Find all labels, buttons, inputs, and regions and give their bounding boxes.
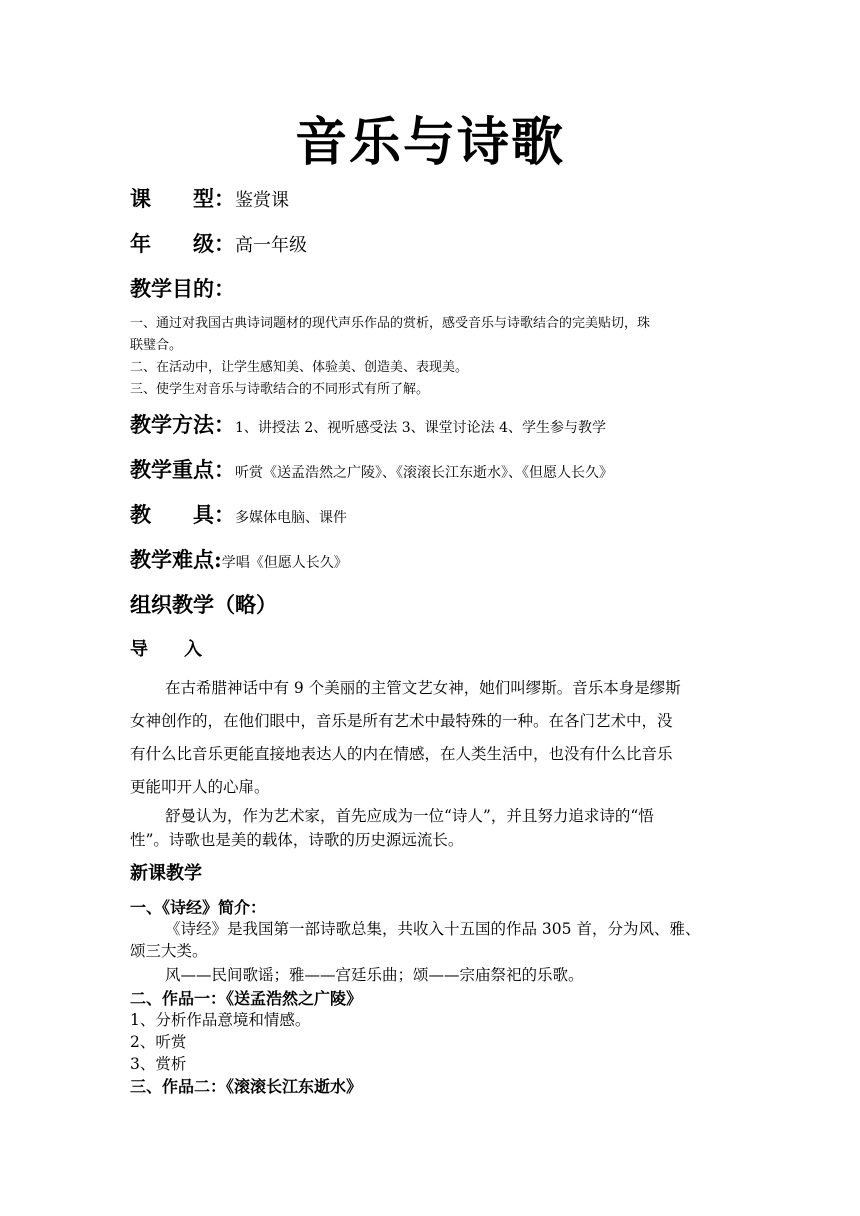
tools-value: 多媒体电脑、课件 xyxy=(235,510,347,526)
section-2-item-2: 2、听赏 xyxy=(130,1033,187,1051)
section-3-title: 三、作品二：《滚滚长江东逝水》 xyxy=(130,1077,363,1096)
intro-p2-line-1: 舒曼认为，作为艺术家，首先应成为一位“诗人”，并且努力追求诗的“悟 xyxy=(165,807,654,825)
course-type-value: 鉴赏课 xyxy=(235,190,289,211)
organize-heading: 组织教学（略） xyxy=(130,592,277,617)
page-title: 音乐与诗歌 xyxy=(294,112,565,173)
tools-row xyxy=(130,499,347,529)
goal-line-4: 三、使学生对音乐与诗歌结合的不同形式有所了解。 xyxy=(130,382,430,397)
methods-value: 1、讲授法 2、视听感受法 3、课堂讨论法 4、学生参与教学 xyxy=(235,420,606,436)
tools-label: 教 具： xyxy=(130,502,235,527)
goal-line-3: 二、在活动中，让学生感知美、体验美、创造美、表现美。 xyxy=(130,360,469,375)
grade-label: 年 级： xyxy=(130,231,235,256)
key-row xyxy=(130,454,613,484)
intro-p1-line-1: 在古希腊神话中有 9 个美丽的主管文艺女神，她们叫缪斯。音乐本身是缪斯 xyxy=(165,679,681,697)
section-2-item-3: 3、赏析 xyxy=(130,1055,187,1073)
section-1-line-2: 颂三大类。 xyxy=(130,942,208,960)
grade-row xyxy=(130,228,307,258)
goal-line-2: 联璧合。 xyxy=(130,338,183,353)
grade-value: 高一年级 xyxy=(235,235,307,256)
course-type-label: 课 型： xyxy=(130,186,235,211)
methods-row xyxy=(130,409,606,439)
intro-p1-line-3: 有什么比音乐更能直接地表达人的内在情感，在人类生活中，也没有什么比音乐 xyxy=(130,745,673,763)
section-1-line-3: 风——民间歌谣；雅——宫廷乐曲；颂——宗庙祭祀的乐歌。 xyxy=(165,966,584,984)
methods-label: 教学方法： xyxy=(130,412,235,437)
goals-label: 教学目的： xyxy=(130,276,235,301)
section-1-line-1: 《诗经》是我国第一部诗歌总集，共收入十五国的作品 305 首，分为风、雅、 xyxy=(165,920,701,938)
difficulty-label: 教学难点: xyxy=(130,547,222,572)
key-label: 教学重点： xyxy=(130,457,235,482)
intro-heading: 导 入 xyxy=(130,639,202,660)
intro-p1-line-2: 女神创作的，在他们眼中，音乐是所有艺术中最特殊的一种。在各门艺术中，没 xyxy=(130,712,673,730)
goal-line-1: 一、通过对我国古典诗词题材的现代声乐作品的赏析，感受音乐与诗歌结合的完美贴切，珠 xyxy=(130,316,651,331)
key-value: 听赏《送孟浩然之广陵》、《滚滚长江东逝水》、《但愿人长久》 xyxy=(235,465,613,481)
difficulty-value: 学唱《但愿人长久》 xyxy=(221,555,348,571)
section-2-title: 二、作品一：《送孟浩然之广陵》 xyxy=(130,989,363,1008)
new-lesson-heading: 新课教学 xyxy=(130,863,202,884)
section-1-title: 一、《诗经》简介： xyxy=(130,898,267,917)
section-2-item-1: 1、分析作品意境和情感。 xyxy=(130,1011,311,1029)
difficulty-row xyxy=(130,544,348,574)
intro-p1-line-4: 更能叩开人的心扉。 xyxy=(130,778,270,796)
intro-p2-line-2: 性”。诗歌也是美的载体，诗歌的历史源远流长。 xyxy=(130,831,464,849)
course-type-row xyxy=(130,183,289,213)
